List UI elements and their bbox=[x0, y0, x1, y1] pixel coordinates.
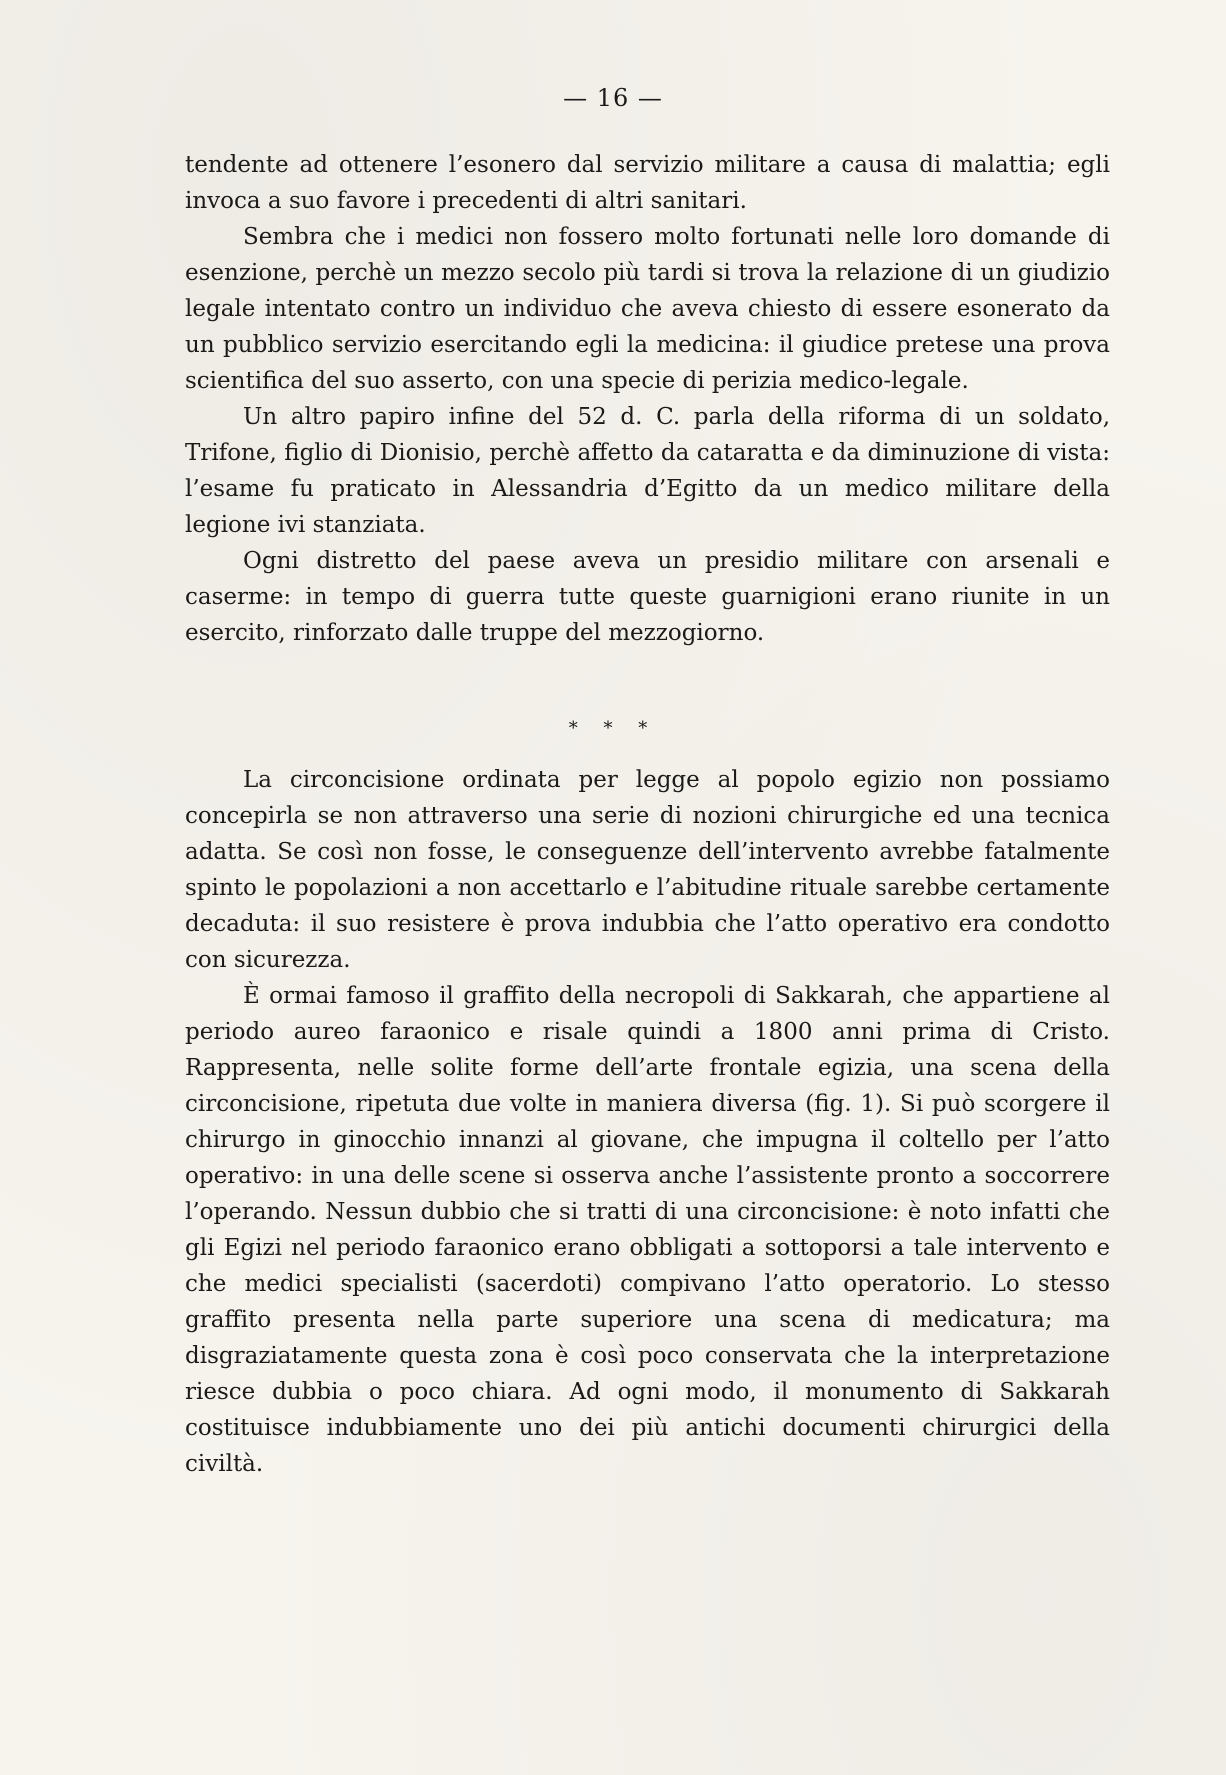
paragraph: tendente ad ottenere l’esonero dal servizio militare a causa di malattia; egli invoca a suo favore i precedenti di altri sanitari. bbox=[185, 152, 1110, 214]
paragraph: È ormai famoso il graffito della necropoli di Sakkarah, che appartiene al periodo aureo faraonico e risale quindi a 1800 anni prima di Cristo. Rappresenta, nelle solite forme dell’arte frontale egizia, una scena della circoncisione, ripetuta due volte in maniera diversa (fig. 1). Si può scorgere il chirurgo in ginocchio innanzi al giovane, che impugna il coltello per l’atto operativo: in una delle scene si osserva anche l’assistente pronto a soccorrere l’operando. Nessun dubbio che si tratti di una circoncisione: è noto infatti che gli Egizi nel periodo faraonico erano obbligati a sottoporsi a tale intervento e che medici specialisti (sacerdoti) compivano l’atto operatorio. Lo stesso graffito presenta nella parte superiore una scena di medicatura; ma disgraziatamente questa zona è così poco conservata che la interpretazione riesce dubbia o poco chiara. Ad ogni modo, il monumento di Sakkarah costituisce indubbiamente uno dei più antichi documenti chirurgici della civiltà. bbox=[185, 983, 1110, 1477]
paragraph: Sembra che i medici non fossero molto fortunati nelle loro domande di esenzione, perchè un mezzo secolo più tardi si trova la relazione di un giudizio legale intentato contro un individuo che aveva chiesto di essere esonerato da un pubblico servizio esercitando egli la medicina: il giudice pretese una prova scientifica del suo asserto, con una specie di perizia medico-legale. bbox=[185, 224, 1110, 394]
page-number: — 16 — bbox=[563, 84, 663, 112]
text-block-bottom bbox=[185, 762, 1110, 1482]
paragraph: La circoncisione ordinata per legge al popolo egizio non possiamo concepirla se non attraverso una serie di nozioni chirurgiche ed una tecnica adatta. Se così non fosse, le conseguenze dell’intervento avrebbe fatalmente spinto le popolazioni a non accettarlo e l’abitudine rituale sarebbe certamente decaduta: il suo resistere è prova indubbia che l’atto operativo era condotto con sicurezza. bbox=[185, 767, 1110, 973]
paragraph: Un altro papiro infine del 52 d. C. parla della riforma di un soldato, Trifone, figlio di Dionisio, perchè affetto da cataratta e da diminuzione di vista: l’esame fu praticato in Alessandria d’Egitto da un medico militare della legione ivi stanziata. bbox=[185, 404, 1110, 538]
paragraph: Ogni distretto del paese aveva un presidio militare con arsenali e caserme: in tempo di guerra tutte queste guarnigioni erano riunite in un esercito, rinforzato dalle truppe del mezzogiorno. bbox=[185, 548, 1110, 646]
section-separator: * * * bbox=[568, 718, 658, 739]
text-block-top bbox=[185, 147, 1110, 651]
